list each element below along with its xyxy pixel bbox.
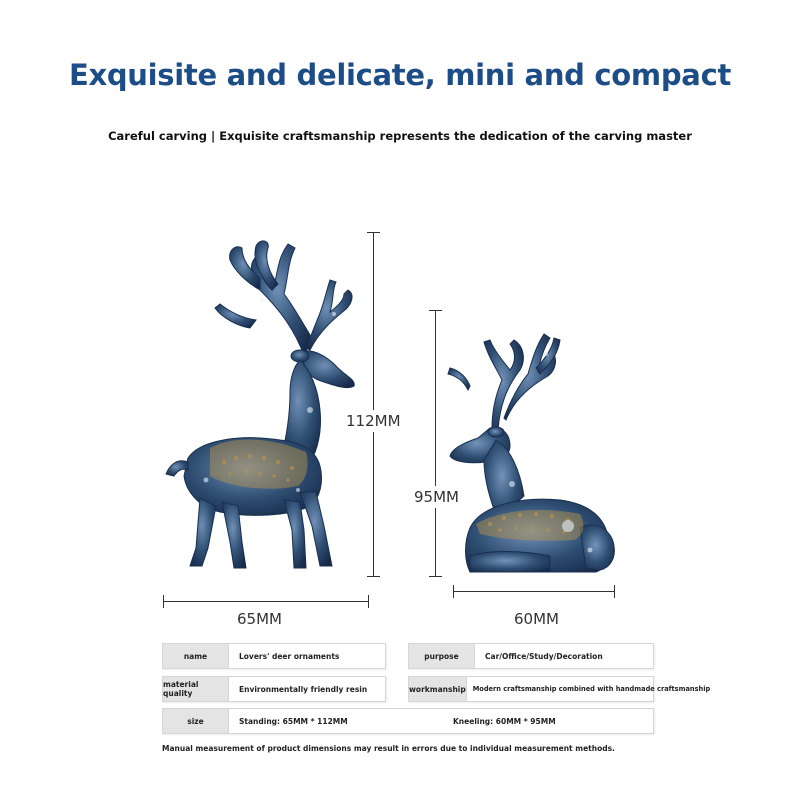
standing-deer-image bbox=[160, 230, 370, 580]
page-title: Exquisite and delicate, mini and compact bbox=[68, 58, 732, 92]
spec-workmanship-row bbox=[408, 676, 711, 702]
kneeling-height-label: 95MM bbox=[414, 488, 459, 506]
kneeling-width-line bbox=[453, 591, 615, 592]
spec-size-key: size bbox=[163, 709, 229, 733]
standing-height-line bbox=[373, 232, 374, 577]
spec-material-value: Environmentally friendly resin bbox=[239, 684, 368, 694]
spec-purpose-value: Car/Office/Study/Decoration bbox=[485, 651, 603, 661]
page-subtitle: Careful carving | Exquisite craftsmanship represents the dedication of the carving master bbox=[108, 129, 692, 143]
spec-purpose-row bbox=[408, 643, 654, 669]
kneeling-width-label: 60MM bbox=[514, 610, 559, 628]
spec-size-kneeling: Kneeling: 60MM * 95MM bbox=[453, 716, 556, 726]
spec-material-row bbox=[162, 676, 386, 702]
kneeling-height-line bbox=[435, 310, 436, 577]
spec-workmanship-key: workmanship bbox=[409, 677, 467, 701]
standing-width-label: 65MM bbox=[237, 610, 282, 628]
spec-workmanship-value: Modern craftsmanship combined with handmade craftsmanship bbox=[472, 685, 711, 693]
spec-material-key: material quality bbox=[163, 677, 229, 701]
spec-purpose-key: purpose bbox=[409, 644, 475, 668]
standing-width-line bbox=[163, 601, 369, 602]
spec-name-value: Lovers' deer ornaments bbox=[239, 651, 340, 661]
standing-height-label: 112MM bbox=[346, 412, 401, 430]
spec-name-row bbox=[162, 643, 386, 669]
spec-size-standing: Standing: 65MM * 112MM bbox=[239, 716, 348, 726]
spec-size-row bbox=[162, 708, 654, 734]
measurement-note: Manual measurement of product dimensions may result in errors due to individual measurement methods. bbox=[162, 744, 615, 753]
kneeling-deer-image bbox=[440, 310, 620, 580]
spec-name-key: name bbox=[163, 644, 229, 668]
